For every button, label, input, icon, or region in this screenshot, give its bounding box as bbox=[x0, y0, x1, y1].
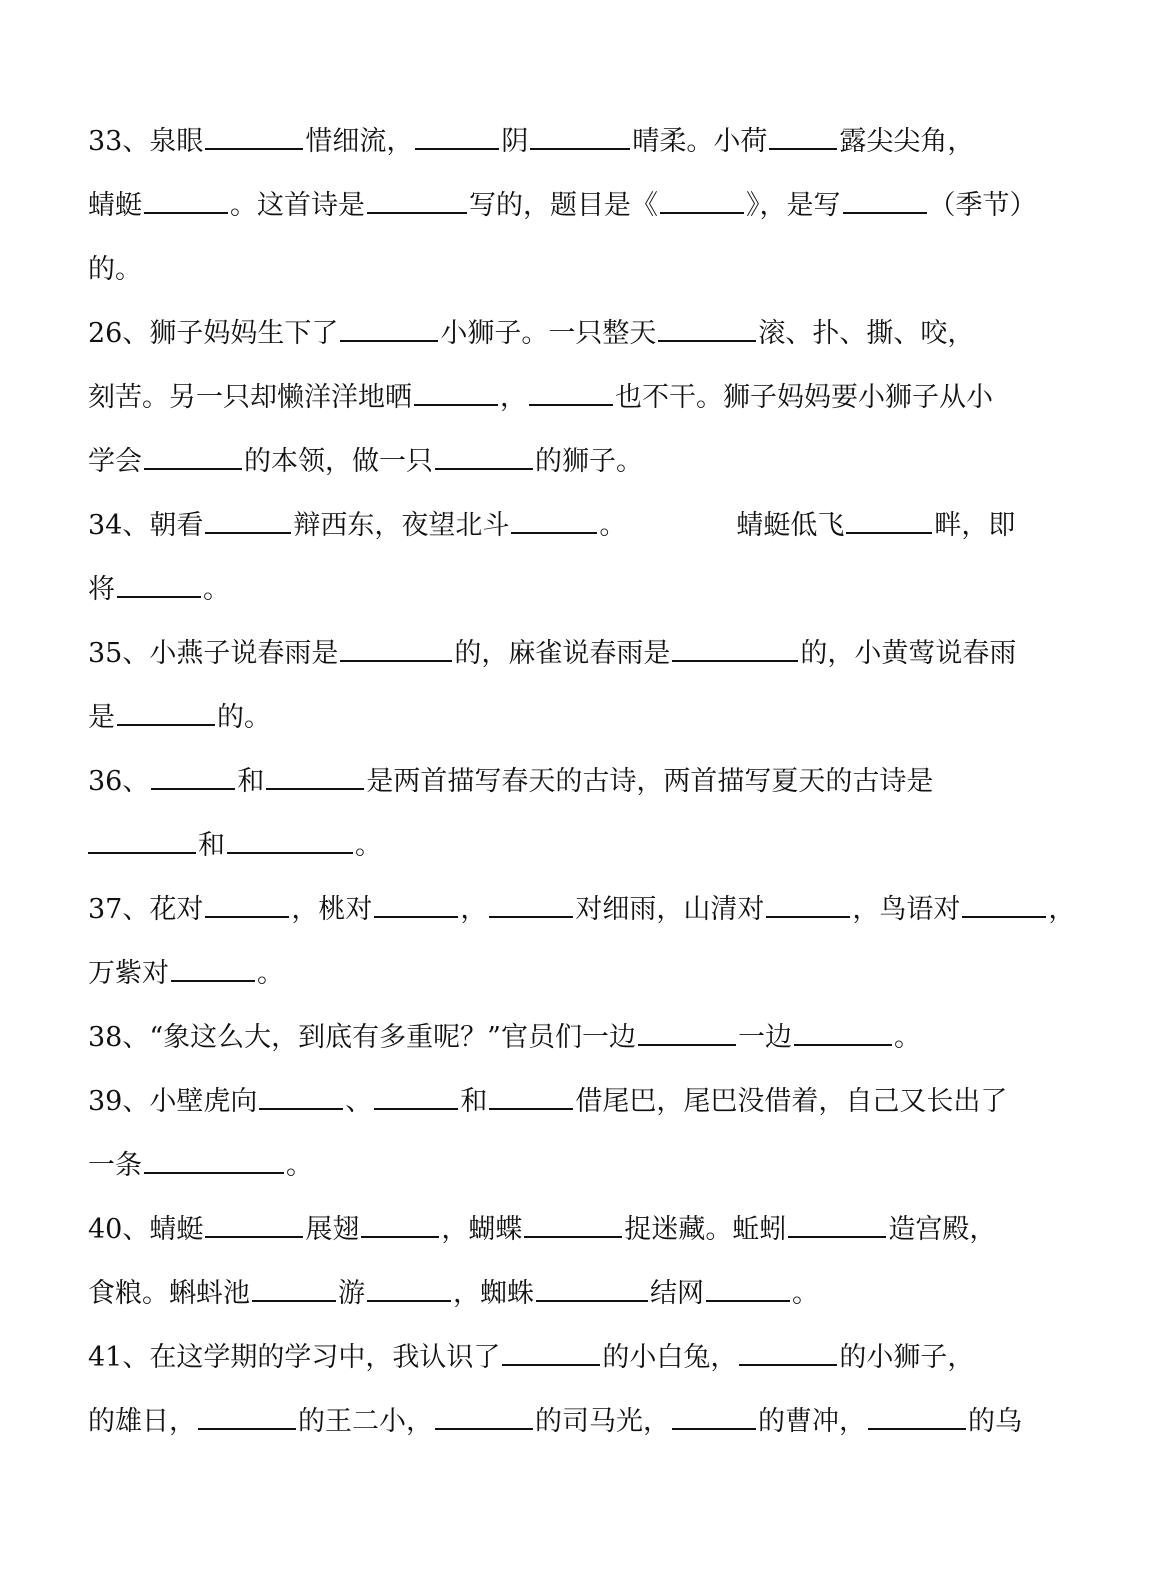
answer-blank[interactable] bbox=[672, 638, 798, 662]
text: 滚、扑、撕、咬， bbox=[758, 318, 975, 349]
text: 捉迷藏。蚯蚓 bbox=[624, 1214, 787, 1245]
answer-blank[interactable] bbox=[198, 1406, 296, 1430]
answer-blank[interactable] bbox=[788, 1214, 886, 1238]
question-33-line-2 bbox=[88, 184, 1112, 228]
text: 万紫对 bbox=[88, 958, 169, 989]
question-34-line-1 bbox=[88, 504, 1112, 548]
text: 蜻蜓低飞 bbox=[736, 510, 845, 541]
text: 将 bbox=[88, 574, 115, 605]
answer-blank[interactable] bbox=[739, 1342, 837, 1366]
text: 》，是写 bbox=[746, 190, 841, 221]
answer-blank[interactable] bbox=[205, 1214, 303, 1238]
answer-blank[interactable] bbox=[672, 1406, 756, 1430]
question-26-line-1 bbox=[88, 312, 1112, 356]
question-40-line-2 bbox=[88, 1272, 1112, 1316]
text: 食粮。蝌蚪池 bbox=[88, 1278, 250, 1309]
answer-blank[interactable] bbox=[766, 894, 850, 918]
text: ，蝴蝶 bbox=[441, 1214, 523, 1245]
answer-blank[interactable] bbox=[171, 958, 255, 982]
answer-blank[interactable] bbox=[489, 894, 573, 918]
answer-blank[interactable] bbox=[962, 894, 1046, 918]
text: 和 bbox=[198, 830, 225, 861]
text: 的。 bbox=[88, 254, 142, 285]
text: 和 bbox=[237, 766, 265, 797]
text: 蜻蜓 bbox=[88, 190, 142, 221]
text: 辩西东，夜望北斗 bbox=[293, 510, 510, 541]
text: 。 bbox=[203, 574, 230, 605]
text: 露尖尖角， bbox=[839, 126, 975, 157]
question-38-line-1 bbox=[88, 1016, 1112, 1060]
answer-blank[interactable] bbox=[88, 830, 196, 854]
text: ，鸟语对 bbox=[852, 894, 961, 925]
answer-blank[interactable] bbox=[435, 446, 533, 470]
text: 借尾巴，尾巴没借着，自己又长出了 bbox=[575, 1086, 1008, 1117]
text: 36、 bbox=[88, 766, 150, 797]
text: 的王二小， bbox=[298, 1406, 433, 1437]
answer-blank[interactable] bbox=[530, 126, 630, 150]
question-41-line-1 bbox=[88, 1336, 1112, 1380]
text: 。 bbox=[355, 830, 382, 861]
text: 的本领，做一只 bbox=[244, 446, 433, 477]
text: 的雄日， bbox=[88, 1406, 196, 1437]
text: 33、泉眼 bbox=[88, 126, 204, 157]
text: 的曹冲， bbox=[758, 1406, 866, 1437]
answer-blank[interactable] bbox=[117, 702, 215, 726]
answer-blank[interactable] bbox=[415, 126, 499, 150]
answer-blank[interactable] bbox=[769, 126, 837, 150]
text: 一边 bbox=[737, 1022, 792, 1053]
answer-blank[interactable] bbox=[205, 126, 303, 150]
text: 的司马光， bbox=[535, 1406, 670, 1437]
text: 学会 bbox=[88, 446, 142, 477]
text: 阴 bbox=[501, 126, 529, 157]
answer-blank[interactable] bbox=[529, 382, 613, 406]
text: 。 bbox=[893, 1022, 921, 1053]
answer-blank[interactable] bbox=[489, 1086, 573, 1110]
text: 26、狮子妈妈生下了 bbox=[88, 318, 339, 349]
text: 41、在这学期的学习中，我认识了 bbox=[88, 1342, 501, 1373]
answer-blank[interactable] bbox=[414, 382, 498, 406]
text: ，蜘蛛 bbox=[453, 1278, 534, 1309]
text: 是两首描写春天的古诗，两首描写夏天的古诗是 bbox=[366, 766, 934, 797]
text: 畔，即 bbox=[934, 510, 1016, 541]
question-40-line-1 bbox=[88, 1208, 1112, 1252]
text: 、 bbox=[345, 1086, 373, 1117]
text: ， bbox=[460, 894, 488, 925]
text: 写的，题目是《 bbox=[469, 190, 658, 221]
answer-blank[interactable] bbox=[658, 318, 756, 342]
text: 展翅 bbox=[305, 1214, 360, 1245]
answer-blank[interactable] bbox=[266, 766, 364, 790]
text: 和 bbox=[460, 1086, 488, 1117]
answer-blank[interactable] bbox=[511, 510, 597, 534]
question-39-line-2 bbox=[88, 1144, 1112, 1188]
text: 的，麻雀说春雨是 bbox=[454, 638, 671, 669]
text: 一条 bbox=[88, 1150, 142, 1181]
answer-blank[interactable] bbox=[435, 1406, 533, 1430]
answer-blank[interactable] bbox=[374, 894, 458, 918]
text: 惜细流， bbox=[305, 126, 414, 157]
text: 对细雨，山清对 bbox=[575, 894, 765, 925]
text: 的狮子。 bbox=[535, 446, 643, 477]
answer-blank[interactable] bbox=[374, 1086, 458, 1110]
question-41-line-2 bbox=[88, 1400, 1112, 1444]
text: 39、小壁虎向 bbox=[88, 1086, 258, 1117]
answer-blank[interactable] bbox=[660, 190, 744, 214]
question-35-line-2 bbox=[88, 696, 1112, 740]
text: 小狮子。一只整天 bbox=[440, 318, 657, 349]
text: 38、“象这么大，到底有多重呢？”官员们一边 bbox=[88, 1022, 636, 1053]
text: ，桃对 bbox=[291, 894, 373, 925]
answer-blank[interactable] bbox=[843, 190, 927, 214]
answer-blank[interactable] bbox=[536, 1278, 648, 1302]
text: （季节） bbox=[928, 190, 1037, 221]
answer-blank[interactable] bbox=[868, 1406, 966, 1430]
text: 。 bbox=[599, 510, 627, 541]
text: 刻苦。另一只却懒洋洋地晒 bbox=[88, 382, 412, 413]
question-37-line-2 bbox=[88, 952, 1112, 996]
answer-blank[interactable] bbox=[144, 190, 228, 214]
question-26-line-2 bbox=[88, 376, 1112, 420]
question-39-line-1 bbox=[88, 1080, 1112, 1124]
text: 35、小燕子说春雨是 bbox=[88, 638, 339, 669]
text: 是 bbox=[88, 702, 115, 733]
answer-blank[interactable] bbox=[367, 1278, 451, 1302]
question-37-line-1 bbox=[88, 888, 1112, 932]
answer-blank[interactable] bbox=[144, 446, 242, 470]
answer-blank[interactable] bbox=[524, 1214, 622, 1238]
answer-blank[interactable] bbox=[144, 1150, 284, 1174]
text: 40、蜻蜓 bbox=[88, 1214, 204, 1245]
question-36-line-2 bbox=[88, 824, 1112, 868]
answer-blank[interactable] bbox=[367, 190, 467, 214]
text: 。 bbox=[792, 1278, 819, 1309]
answer-blank[interactable] bbox=[638, 1022, 736, 1046]
answer-blank[interactable] bbox=[340, 638, 452, 662]
text: ， bbox=[500, 382, 527, 413]
text: 。 bbox=[257, 958, 284, 989]
question-36-line-1 bbox=[88, 760, 1112, 804]
answer-blank[interactable] bbox=[340, 318, 438, 342]
answer-blank[interactable] bbox=[502, 1342, 600, 1366]
question-33-line-3 bbox=[88, 248, 1112, 292]
text: 游 bbox=[338, 1278, 365, 1309]
text: 的小狮子， bbox=[839, 1342, 975, 1373]
text: 。 bbox=[286, 1150, 313, 1181]
answer-blank[interactable] bbox=[117, 574, 201, 598]
text: 的乌 bbox=[968, 1406, 1022, 1437]
answer-blank[interactable] bbox=[205, 510, 291, 534]
text: 的，小黄莺说春雨 bbox=[800, 638, 1017, 669]
answer-blank[interactable] bbox=[706, 1278, 790, 1302]
question-35-line-1 bbox=[88, 632, 1112, 676]
answer-blank[interactable] bbox=[794, 1022, 892, 1046]
question-26-line-3 bbox=[88, 440, 1112, 484]
text: 34、朝看 bbox=[88, 510, 204, 541]
question-33-line-1 bbox=[88, 120, 1112, 164]
answer-blank[interactable] bbox=[151, 766, 235, 790]
text: ， bbox=[1048, 894, 1076, 925]
text: 37、花对 bbox=[88, 894, 204, 925]
answer-blank[interactable] bbox=[252, 1278, 336, 1302]
text: 的小白兔， bbox=[602, 1342, 738, 1373]
text: 结网 bbox=[650, 1278, 704, 1309]
text: 造宫殿， bbox=[888, 1214, 997, 1245]
answer-blank[interactable] bbox=[227, 830, 353, 854]
text: 也不干。狮子妈妈要小狮子从小 bbox=[615, 382, 993, 413]
answer-blank[interactable] bbox=[846, 510, 932, 534]
text: 晴柔。小荷 bbox=[632, 126, 768, 157]
text: 的。 bbox=[217, 702, 271, 733]
answer-blank[interactable] bbox=[361, 1214, 439, 1238]
answer-blank[interactable] bbox=[259, 1086, 343, 1110]
answer-blank[interactable] bbox=[205, 894, 289, 918]
question-34-line-2 bbox=[88, 568, 1112, 612]
text: 。这首诗是 bbox=[230, 190, 365, 221]
